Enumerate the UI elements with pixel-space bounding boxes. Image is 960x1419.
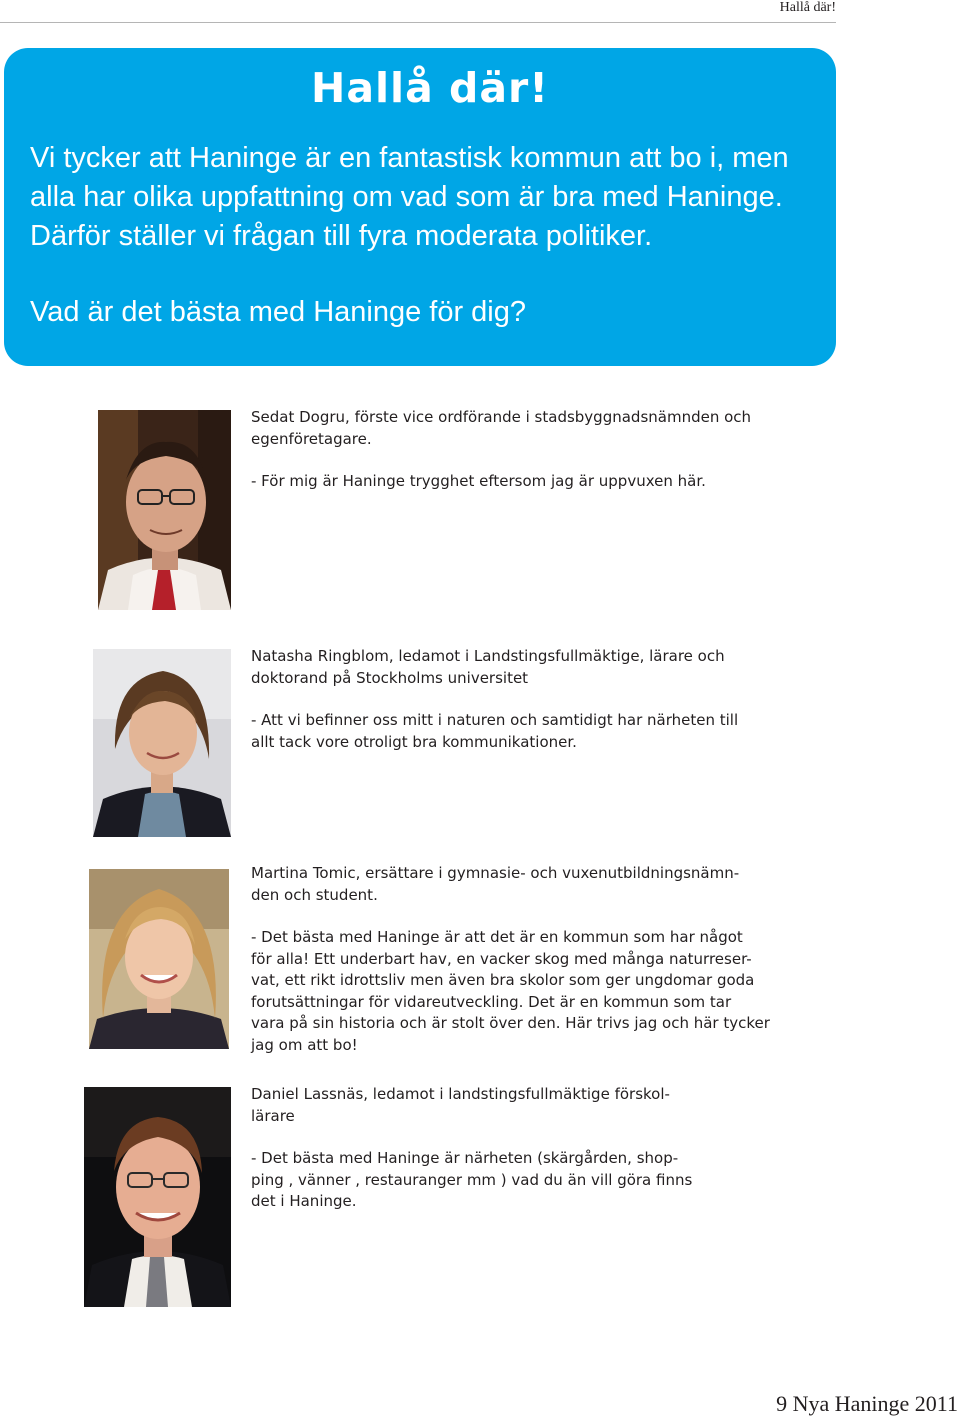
- profile-bio: Natasha Ringblom, ledamot i Landstingsfullmäktige, lärare och doktorand på Stockholms universitet: [251, 647, 725, 687]
- profile-quote: - För mig är Haninge trygghet eftersom jag är uppvuxen här.: [251, 472, 706, 490]
- banner-title: Hallå där!: [311, 64, 549, 112]
- profile-bio: Martina Tomic, ersättare i gymnasie- och vuxenutbildningsnämn- den och student.: [251, 864, 740, 904]
- profile-daniel-lassnas: [251, 1084, 771, 1213]
- profile-quote: - Att vi befinner oss mitt i naturen och samtidigt har närheten till allt tack vore otroligt bra kommunikationer.: [251, 711, 739, 751]
- profile-natasha-ringblom: [251, 646, 771, 753]
- intro-banner: [4, 48, 836, 366]
- profile-photo-martina-tomic: [89, 869, 229, 1049]
- profile-photo-natasha-ringblom: [93, 649, 231, 837]
- profile-sedat-dogru: [251, 407, 771, 493]
- header-rule: [0, 22, 836, 23]
- running-header: Hallå där!: [779, 0, 836, 15]
- banner-intro-text: Vi tycker att Haninge är en fantastisk kommun att bo i, men alla har olika uppfattning om vad som är bra med Haninge. Därför ställer vi frågan till fyra moderata politiker.: [30, 142, 789, 252]
- page-footer: 9 Nya Haninge 2011: [776, 1391, 958, 1416]
- profile-quote: - Det bästa med Haninge är närheten (skärgården, shop- ping , vänner , restauranger mm ) vad du än vill göra finns det i Haninge.: [251, 1149, 693, 1210]
- profile-quote: - Det bästa med Haninge är att det är en kommun som har något för alla! Ett underbart hav, en vacker skog med många naturreser- vat, ett rikt idrottsliv men även bra skolor som ger ungdomar goda forutsättningar för vidareutveckling. Det är en kommun som tar vara på sin historia och är stolt över den. Här trivs jag och här tycker jag om att bo!: [251, 928, 770, 1054]
- profile-bio: Daniel Lassnäs, ledamot i landstingsfullmäktige förskol- lärare: [251, 1085, 670, 1125]
- profile-photo-daniel-lassnas: [84, 1087, 231, 1307]
- profile-photo-sedat-dogru: [98, 410, 231, 610]
- profile-bio: Sedat Dogru, förste vice ordförande i stadsbyggnadsnämnden och egenföretagare.: [251, 408, 752, 448]
- profile-martina-tomic: [251, 863, 771, 1056]
- banner-question: Vad är det bästa med Haninge för dig?: [30, 296, 527, 328]
